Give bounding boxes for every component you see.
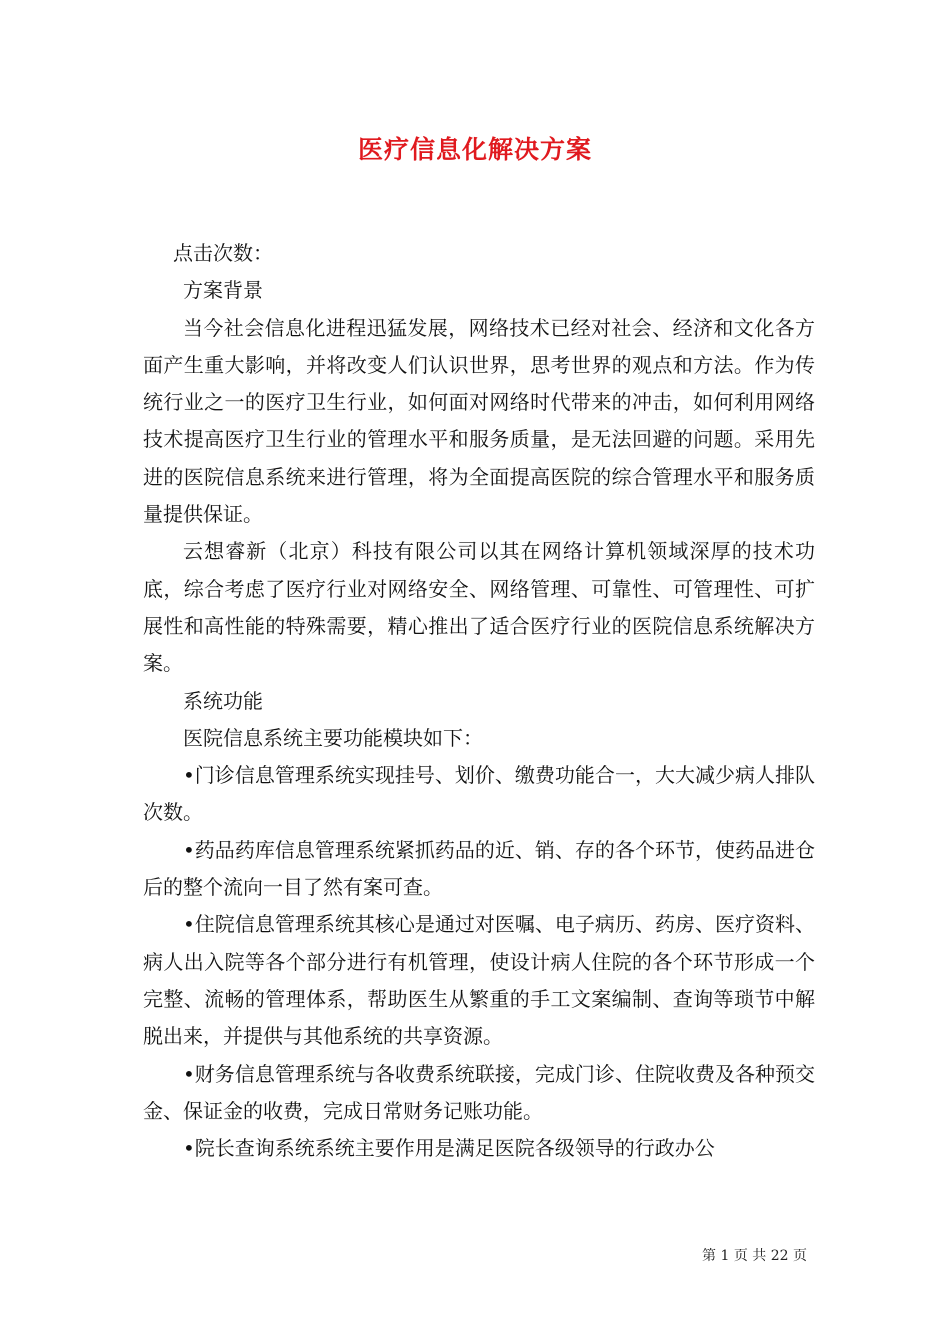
bullet-pharmacy: •药品药库信息管理系统紧抓药品的近、销、存的各个环节，使药品进仓后的整个流向一目了然有案可查。 [143,837,815,900]
paragraph-company: 云想睿新（北京）科技有限公司以其在网络计算机领域深厚的技术功底，综合考虑了医疗行业对网络安全、网络管理、可靠性、可管理性、可扩展性和高性能的特殊需要，精心推出了适合医疗行业的医院信息系统解决方案。 [143,539,815,676]
section-heading-functions: 系统功能 [183,688,263,713]
paragraph-modules-intro: 医院信息系统主要功能模块如下： [183,725,483,750]
section-heading-background: 方案背景 [183,278,263,303]
click-count-label: 点击次数： [173,241,273,265]
paragraph-background: 当今社会信息化进程迅猛发展，网络技术已经对社会、经济和文化各方面产生重大影响，并将改变人们认识世界，思考世界的观点和方法。作为传统行业之一的医疗卫生行业，如何面对网络时代带来的冲击，如何利用网络技术提高医疗卫生行业的管理水平和服务质量，是无法回避的问题。采用先进的医院信息系统来进行管理，将为全面提高医院的综合管理水平和服务质量提供保证。 [143,315,815,527]
document-body [143,235,815,1167]
bullet-outpatient: •门诊信息管理系统实现挂号、划价、缴费功能合一，大大减少病人排队次数。 [143,763,815,825]
page-title: 医疗信息化解决方案 [357,135,592,164]
page-number-footer: 第 1 页 共 22 页 [702,1248,807,1264]
bullet-finance: •财务信息管理系统与各收费系统联接，完成门诊、住院收费及各种预交金、保证金的收费，完成日常财务记账功能。 [143,1061,815,1123]
bullet-inpatient: •住院信息管理系统其核心是通过对医嘱、电子病历、药房、医疗资料、病人出入院等各个部分进行有机管理，使设计病人住院的各个环节形成一个完整、流畅的管理体系，帮助医生从繁重的手工文案编制、查询等琐节中解脱出来，并提供与其他系统的共享资源。 [143,912,815,1049]
bullet-director-query: •院长查询系统系统主要作用是满足医院各级领导的行政办公 [183,1136,715,1161]
